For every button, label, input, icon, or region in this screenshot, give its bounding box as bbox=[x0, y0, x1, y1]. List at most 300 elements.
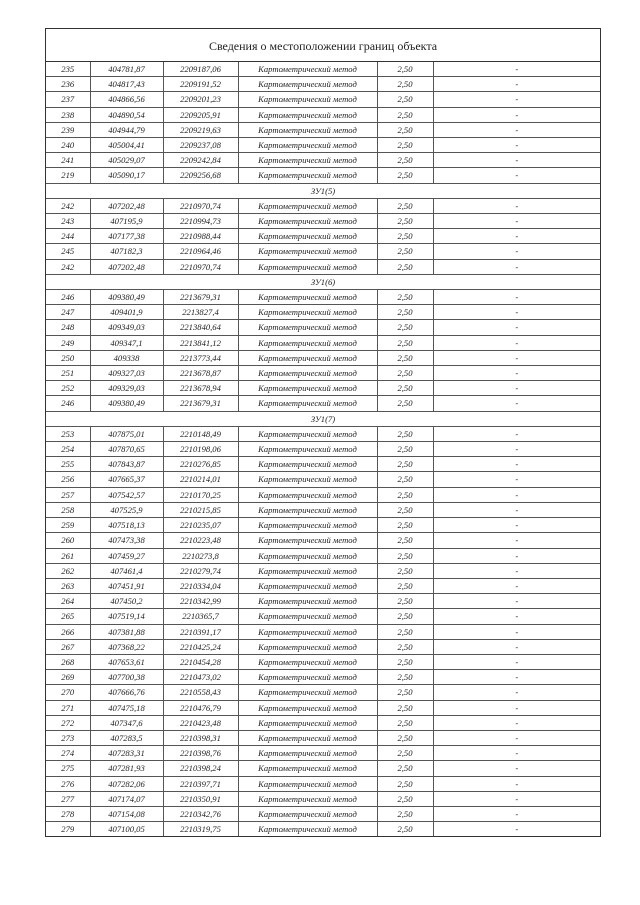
x-coordinate-cell: 407100,05 bbox=[90, 822, 163, 837]
method-cell: Картометрический метод bbox=[238, 654, 377, 669]
point-number-cell: 275 bbox=[46, 761, 90, 776]
section-header-row bbox=[46, 411, 600, 426]
table-row bbox=[46, 594, 600, 609]
description-cell: - bbox=[433, 244, 600, 259]
accuracy-cell: 2,50 bbox=[377, 685, 433, 700]
table-row bbox=[46, 472, 600, 487]
description-cell: - bbox=[433, 320, 600, 335]
section-label: ЗУ1(7) bbox=[46, 411, 600, 426]
method-cell: Картометрический метод bbox=[238, 350, 377, 365]
method-cell: Картометрический метод bbox=[238, 533, 377, 548]
method-cell: Картометрический метод bbox=[238, 715, 377, 730]
point-number-cell: 243 bbox=[46, 214, 90, 229]
method-cell: Картометрический метод bbox=[238, 320, 377, 335]
accuracy-cell: 2,50 bbox=[377, 822, 433, 837]
document-page bbox=[45, 28, 601, 837]
table-row bbox=[46, 198, 600, 213]
description-cell: - bbox=[433, 350, 600, 365]
table-row bbox=[46, 77, 600, 92]
description-cell: - bbox=[433, 791, 600, 806]
method-cell: Картометрический метод bbox=[238, 518, 377, 533]
x-coordinate-cell: 407347,6 bbox=[90, 715, 163, 730]
point-number-cell: 266 bbox=[46, 624, 90, 639]
description-cell: - bbox=[433, 730, 600, 745]
table-row bbox=[46, 396, 600, 411]
table-row bbox=[46, 670, 600, 685]
point-number-cell: 272 bbox=[46, 715, 90, 730]
table-row bbox=[46, 290, 600, 305]
method-cell: Картометрический метод bbox=[238, 624, 377, 639]
accuracy-cell: 2,50 bbox=[377, 518, 433, 533]
point-number-cell: 240 bbox=[46, 138, 90, 153]
method-cell: Картометрический метод bbox=[238, 107, 377, 122]
point-number-cell: 246 bbox=[46, 396, 90, 411]
point-number-cell: 250 bbox=[46, 350, 90, 365]
point-number-cell: 244 bbox=[46, 229, 90, 244]
boundary-coordinates-table bbox=[46, 62, 600, 836]
method-cell: Картометрический метод bbox=[238, 335, 377, 350]
x-coordinate-cell: 404866,56 bbox=[90, 92, 163, 107]
point-number-cell: 242 bbox=[46, 198, 90, 213]
accuracy-cell: 2,50 bbox=[377, 715, 433, 730]
method-cell: Картометрический метод bbox=[238, 806, 377, 821]
table-row bbox=[46, 457, 600, 472]
x-coordinate-cell: 405029,07 bbox=[90, 153, 163, 168]
x-coordinate-cell: 407381,88 bbox=[90, 624, 163, 639]
point-number-cell: 258 bbox=[46, 502, 90, 517]
y-coordinate-cell: 2210558,43 bbox=[163, 685, 238, 700]
method-cell: Картометрический метод bbox=[238, 396, 377, 411]
y-coordinate-cell: 2210319,75 bbox=[163, 822, 238, 837]
y-coordinate-cell: 2209201,23 bbox=[163, 92, 238, 107]
point-number-cell: 241 bbox=[46, 153, 90, 168]
method-cell: Картометрический метод bbox=[238, 487, 377, 502]
point-number-cell: 248 bbox=[46, 320, 90, 335]
method-cell: Картометрический метод bbox=[238, 594, 377, 609]
accuracy-cell: 2,50 bbox=[377, 609, 433, 624]
accuracy-cell: 2,50 bbox=[377, 214, 433, 229]
description-cell: - bbox=[433, 457, 600, 472]
section-label: ЗУ1(5) bbox=[46, 183, 600, 198]
table-row bbox=[46, 320, 600, 335]
table-row bbox=[46, 624, 600, 639]
y-coordinate-cell: 2210198,06 bbox=[163, 442, 238, 457]
accuracy-cell: 2,50 bbox=[377, 320, 433, 335]
description-cell: - bbox=[433, 122, 600, 137]
method-cell: Картометрический метод bbox=[238, 198, 377, 213]
table-row bbox=[46, 563, 600, 578]
y-coordinate-cell: 2210476,79 bbox=[163, 700, 238, 715]
accuracy-cell: 2,50 bbox=[377, 138, 433, 153]
accuracy-cell: 2,50 bbox=[377, 335, 433, 350]
y-coordinate-cell: 2210988,44 bbox=[163, 229, 238, 244]
y-coordinate-cell: 2209191,52 bbox=[163, 77, 238, 92]
x-coordinate-cell: 404781,87 bbox=[90, 62, 163, 77]
description-cell: - bbox=[433, 305, 600, 320]
table-row bbox=[46, 259, 600, 274]
x-coordinate-cell: 404944,79 bbox=[90, 122, 163, 137]
x-coordinate-cell: 407283,5 bbox=[90, 730, 163, 745]
table-row bbox=[46, 730, 600, 745]
description-cell: - bbox=[433, 578, 600, 593]
x-coordinate-cell: 409401,9 bbox=[90, 305, 163, 320]
x-coordinate-cell: 407461,4 bbox=[90, 563, 163, 578]
section-header-row bbox=[46, 274, 600, 289]
point-number-cell: 253 bbox=[46, 426, 90, 441]
x-coordinate-cell: 407666,76 bbox=[90, 685, 163, 700]
x-coordinate-cell: 409349,03 bbox=[90, 320, 163, 335]
table-row bbox=[46, 214, 600, 229]
point-number-cell: 255 bbox=[46, 457, 90, 472]
description-cell: - bbox=[433, 487, 600, 502]
y-coordinate-cell: 2209219,63 bbox=[163, 122, 238, 137]
description-cell: - bbox=[433, 229, 600, 244]
accuracy-cell: 2,50 bbox=[377, 761, 433, 776]
section-header-row bbox=[46, 183, 600, 198]
point-number-cell: 274 bbox=[46, 746, 90, 761]
accuracy-cell: 2,50 bbox=[377, 502, 433, 517]
description-cell: - bbox=[515, 824, 519, 835]
description-cell: - bbox=[433, 335, 600, 350]
table-row bbox=[46, 426, 600, 441]
x-coordinate-cell: 407525,9 bbox=[90, 502, 163, 517]
table-row bbox=[46, 487, 600, 502]
x-coordinate-cell: 407283,31 bbox=[90, 746, 163, 761]
y-coordinate-cell: 2213679,31 bbox=[163, 290, 238, 305]
y-coordinate-cell: 2210964,46 bbox=[163, 244, 238, 259]
description-cell: - bbox=[433, 654, 600, 669]
description-cell: - bbox=[433, 594, 600, 609]
method-cell: Картометрический метод bbox=[238, 153, 377, 168]
y-coordinate-cell: 2213840,64 bbox=[163, 320, 238, 335]
x-coordinate-cell: 407195,9 bbox=[90, 214, 163, 229]
method-cell: Картометрический метод bbox=[238, 761, 377, 776]
description-cell: - bbox=[433, 77, 600, 92]
x-coordinate-cell: 407450,2 bbox=[90, 594, 163, 609]
description-cell: - bbox=[433, 381, 600, 396]
accuracy-cell: 2,50 bbox=[377, 624, 433, 639]
y-coordinate-cell: 2210970,74 bbox=[163, 259, 238, 274]
accuracy-cell: 2,50 bbox=[377, 153, 433, 168]
y-coordinate-cell: 2209237,08 bbox=[163, 138, 238, 153]
point-number-cell: 247 bbox=[46, 305, 90, 320]
x-coordinate-cell: 407282,06 bbox=[90, 776, 163, 791]
table-row bbox=[46, 442, 600, 457]
method-cell: Картометрический метод bbox=[238, 685, 377, 700]
point-number-cell: 273 bbox=[46, 730, 90, 745]
table-row bbox=[46, 153, 600, 168]
point-number-cell: 277 bbox=[46, 791, 90, 806]
y-coordinate-cell: 2210223,48 bbox=[163, 533, 238, 548]
x-coordinate-cell: 409380,49 bbox=[90, 396, 163, 411]
y-coordinate-cell: 2210342,76 bbox=[163, 806, 238, 821]
point-number-cell: 246 bbox=[46, 290, 90, 305]
y-coordinate-cell: 2213827,4 bbox=[163, 305, 238, 320]
accuracy-cell: 2,50 bbox=[377, 168, 433, 183]
table-row bbox=[46, 168, 600, 183]
y-coordinate-cell: 2209242,84 bbox=[163, 153, 238, 168]
y-coordinate-cell: 2210970,74 bbox=[163, 198, 238, 213]
table-row bbox=[46, 122, 600, 137]
table-row bbox=[46, 138, 600, 153]
table-row bbox=[46, 700, 600, 715]
y-coordinate-cell: 2210391,17 bbox=[163, 624, 238, 639]
y-coordinate-cell: 2213679,31 bbox=[163, 396, 238, 411]
description-cell: - bbox=[433, 670, 600, 685]
x-coordinate-cell: 407368,22 bbox=[90, 639, 163, 654]
method-cell: Картометрический метод bbox=[238, 700, 377, 715]
method-cell: Картометрический метод bbox=[238, 138, 377, 153]
x-coordinate-cell: 407202,48 bbox=[90, 198, 163, 213]
x-coordinate-cell: 407519,14 bbox=[90, 609, 163, 624]
table-row bbox=[46, 791, 600, 806]
y-coordinate-cell: 2210365,7 bbox=[163, 609, 238, 624]
accuracy-cell: 2,50 bbox=[377, 259, 433, 274]
table-row bbox=[46, 229, 600, 244]
x-coordinate-cell: 409329,03 bbox=[90, 381, 163, 396]
table-row bbox=[46, 761, 600, 776]
method-cell: Картометрический метод bbox=[238, 639, 377, 654]
point-number-cell: 236 bbox=[46, 77, 90, 92]
table-row bbox=[46, 822, 600, 837]
description-cell: - bbox=[433, 442, 600, 457]
table-row bbox=[46, 609, 600, 624]
accuracy-cell: 2,50 bbox=[377, 92, 433, 107]
method-cell: Картометрический метод bbox=[238, 244, 377, 259]
description-cell: - bbox=[433, 214, 600, 229]
table-row bbox=[46, 244, 600, 259]
accuracy-cell: 2,50 bbox=[377, 472, 433, 487]
table-row bbox=[46, 746, 600, 761]
x-coordinate-cell: 407182,3 bbox=[90, 244, 163, 259]
description-cell: - bbox=[433, 761, 600, 776]
accuracy-cell: 2,50 bbox=[377, 730, 433, 745]
method-cell: Картометрический метод bbox=[238, 366, 377, 381]
point-number-cell: 267 bbox=[46, 639, 90, 654]
table-row bbox=[46, 502, 600, 517]
description-cell: - bbox=[433, 62, 600, 77]
x-coordinate-cell: 407665,37 bbox=[90, 472, 163, 487]
section-label: ЗУ1(6) bbox=[46, 274, 600, 289]
description-cell: - bbox=[433, 685, 600, 700]
method-cell: Картометрический метод bbox=[238, 259, 377, 274]
x-coordinate-cell: 409347,1 bbox=[90, 335, 163, 350]
accuracy-cell: 2,50 bbox=[377, 533, 433, 548]
method-cell: Картометрический метод bbox=[238, 214, 377, 229]
y-coordinate-cell: 2209187,06 bbox=[163, 62, 238, 77]
table-row bbox=[46, 62, 600, 77]
description-cell: - bbox=[433, 518, 600, 533]
point-number-cell: 252 bbox=[46, 381, 90, 396]
point-number-cell: 260 bbox=[46, 533, 90, 548]
description-cell: - bbox=[433, 624, 600, 639]
x-coordinate-cell: 409338 bbox=[90, 350, 163, 365]
accuracy-cell: 2,50 bbox=[377, 122, 433, 137]
y-coordinate-cell: 2210398,31 bbox=[163, 730, 238, 745]
point-number-cell: 256 bbox=[46, 472, 90, 487]
description-cell: - bbox=[433, 168, 600, 183]
point-number-cell: 254 bbox=[46, 442, 90, 457]
method-cell: Картометрический метод bbox=[238, 92, 377, 107]
accuracy-cell: 2,50 bbox=[377, 442, 433, 457]
description-cell: - bbox=[433, 639, 600, 654]
y-coordinate-cell: 2210398,76 bbox=[163, 746, 238, 761]
method-cell: Картометрический метод bbox=[238, 442, 377, 457]
table-row bbox=[46, 350, 600, 365]
y-coordinate-cell: 2210423,48 bbox=[163, 715, 238, 730]
y-coordinate-cell: 2210170,25 bbox=[163, 487, 238, 502]
x-coordinate-cell: 407281,93 bbox=[90, 761, 163, 776]
accuracy-cell: 2,50 bbox=[377, 594, 433, 609]
point-number-cell: 219 bbox=[46, 168, 90, 183]
x-coordinate-cell: 407870,65 bbox=[90, 442, 163, 457]
description-cell: - bbox=[433, 366, 600, 381]
method-cell: Картометрический метод bbox=[238, 502, 377, 517]
point-number-cell: 239 bbox=[46, 122, 90, 137]
method-cell: Картометрический метод bbox=[238, 670, 377, 685]
y-coordinate-cell: 2210214,01 bbox=[163, 472, 238, 487]
table-row bbox=[46, 107, 600, 122]
point-number-cell: 257 bbox=[46, 487, 90, 502]
y-coordinate-cell: 2210235,07 bbox=[163, 518, 238, 533]
description-cell: - bbox=[433, 806, 600, 821]
method-cell: Картометрический метод bbox=[238, 122, 377, 137]
point-number-cell: 276 bbox=[46, 776, 90, 791]
accuracy-cell: 2,50 bbox=[377, 62, 433, 77]
description-cell: - bbox=[433, 259, 600, 274]
point-number-cell: 263 bbox=[46, 578, 90, 593]
point-number-cell: 279 bbox=[46, 822, 90, 837]
y-coordinate-cell: 2210273,8 bbox=[163, 548, 238, 563]
table-row bbox=[46, 639, 600, 654]
table-body bbox=[46, 62, 600, 836]
table-row bbox=[46, 518, 600, 533]
description-cell: - bbox=[433, 138, 600, 153]
x-coordinate-cell: 407700,38 bbox=[90, 670, 163, 685]
x-coordinate-cell: 407518,13 bbox=[90, 518, 163, 533]
accuracy-cell: 2,50 bbox=[377, 198, 433, 213]
accuracy-cell: 2,50 bbox=[377, 654, 433, 669]
x-coordinate-cell: 407459,27 bbox=[90, 548, 163, 563]
point-number-cell: 269 bbox=[46, 670, 90, 685]
y-coordinate-cell: 2213841,12 bbox=[163, 335, 238, 350]
x-coordinate-cell: 407843,87 bbox=[90, 457, 163, 472]
table-row bbox=[46, 578, 600, 593]
point-number-cell: 251 bbox=[46, 366, 90, 381]
y-coordinate-cell: 2210397,71 bbox=[163, 776, 238, 791]
table-row bbox=[46, 715, 600, 730]
y-coordinate-cell: 2210215,85 bbox=[163, 502, 238, 517]
y-coordinate-cell: 2210276,85 bbox=[163, 457, 238, 472]
description-cell: - bbox=[433, 563, 600, 578]
y-coordinate-cell: 2210350,91 bbox=[163, 791, 238, 806]
x-coordinate-cell: 407473,38 bbox=[90, 533, 163, 548]
method-cell: Картометрический метод bbox=[238, 457, 377, 472]
description-cell: - bbox=[433, 290, 600, 305]
x-coordinate-cell: 405004,41 bbox=[90, 138, 163, 153]
x-coordinate-cell: 405090,17 bbox=[90, 168, 163, 183]
point-number-cell: 265 bbox=[46, 609, 90, 624]
accuracy-cell: 2,50 bbox=[377, 107, 433, 122]
table-row bbox=[46, 381, 600, 396]
method-cell: Картометрический метод bbox=[238, 305, 377, 320]
point-number-cell: 271 bbox=[46, 700, 90, 715]
table-row bbox=[46, 685, 600, 700]
accuracy-cell: 2,50 bbox=[377, 700, 433, 715]
accuracy-cell: 2,50 bbox=[377, 746, 433, 761]
accuracy-cell: 2,50 bbox=[377, 244, 433, 259]
x-coordinate-cell: 407451,91 bbox=[90, 578, 163, 593]
description-cell: - bbox=[433, 92, 600, 107]
table-row bbox=[46, 654, 600, 669]
x-coordinate-cell: 407653,61 bbox=[90, 654, 163, 669]
description-cell: - bbox=[433, 609, 600, 624]
description-cell: - bbox=[433, 198, 600, 213]
description-cell: - bbox=[433, 700, 600, 715]
y-coordinate-cell: 2210398,24 bbox=[163, 761, 238, 776]
y-coordinate-cell: 2210279,74 bbox=[163, 563, 238, 578]
description-cell: - bbox=[433, 472, 600, 487]
description-cell: - bbox=[433, 502, 600, 517]
point-number-cell: 261 bbox=[46, 548, 90, 563]
accuracy-cell: 2,50 bbox=[377, 639, 433, 654]
method-cell: Картометрический метод bbox=[238, 62, 377, 77]
table-row bbox=[46, 335, 600, 350]
description-cell: - bbox=[433, 107, 600, 122]
point-number-cell: 259 bbox=[46, 518, 90, 533]
table-row bbox=[46, 533, 600, 548]
x-coordinate-cell: 407202,48 bbox=[90, 259, 163, 274]
method-cell: Картометрический метод bbox=[238, 426, 377, 441]
description-cell: - bbox=[433, 153, 600, 168]
y-coordinate-cell: 2210342,99 bbox=[163, 594, 238, 609]
y-coordinate-cell: 2210148,49 bbox=[163, 426, 238, 441]
y-coordinate-cell: 2209256,68 bbox=[163, 168, 238, 183]
description-cell: - bbox=[433, 548, 600, 563]
y-coordinate-cell: 2210454,28 bbox=[163, 654, 238, 669]
accuracy-cell: 2,50 bbox=[377, 791, 433, 806]
table-row bbox=[46, 806, 600, 821]
document-title: Сведения о местоположении границ объекта bbox=[46, 29, 600, 62]
x-coordinate-cell: 407875,01 bbox=[90, 426, 163, 441]
point-number-cell: 245 bbox=[46, 244, 90, 259]
method-cell: Картометрический метод bbox=[238, 381, 377, 396]
description-cell: - bbox=[433, 533, 600, 548]
method-cell: Картометрический метод bbox=[238, 791, 377, 806]
table-row bbox=[46, 776, 600, 791]
point-number-cell: 235 bbox=[46, 62, 90, 77]
accuracy-cell: 2,50 bbox=[377, 806, 433, 821]
accuracy-cell: 2,50 bbox=[377, 366, 433, 381]
method-cell: Картометрический метод bbox=[238, 548, 377, 563]
description-cell: - bbox=[433, 396, 600, 411]
y-coordinate-cell: 2210473,02 bbox=[163, 670, 238, 685]
point-number-cell: 262 bbox=[46, 563, 90, 578]
point-number-cell: 238 bbox=[46, 107, 90, 122]
description-cell: - bbox=[433, 746, 600, 761]
point-number-cell: 278 bbox=[46, 806, 90, 821]
table-row bbox=[46, 366, 600, 381]
method-cell: Картометрический метод bbox=[238, 472, 377, 487]
x-coordinate-cell: 407174,07 bbox=[90, 791, 163, 806]
point-number-cell: 270 bbox=[46, 685, 90, 700]
point-number-cell: 242 bbox=[46, 259, 90, 274]
accuracy-cell: 2,50 bbox=[377, 670, 433, 685]
point-number-cell: 264 bbox=[46, 594, 90, 609]
method-cell: Картометрический метод bbox=[238, 290, 377, 305]
accuracy-cell: 2,50 bbox=[377, 290, 433, 305]
table-row bbox=[46, 92, 600, 107]
